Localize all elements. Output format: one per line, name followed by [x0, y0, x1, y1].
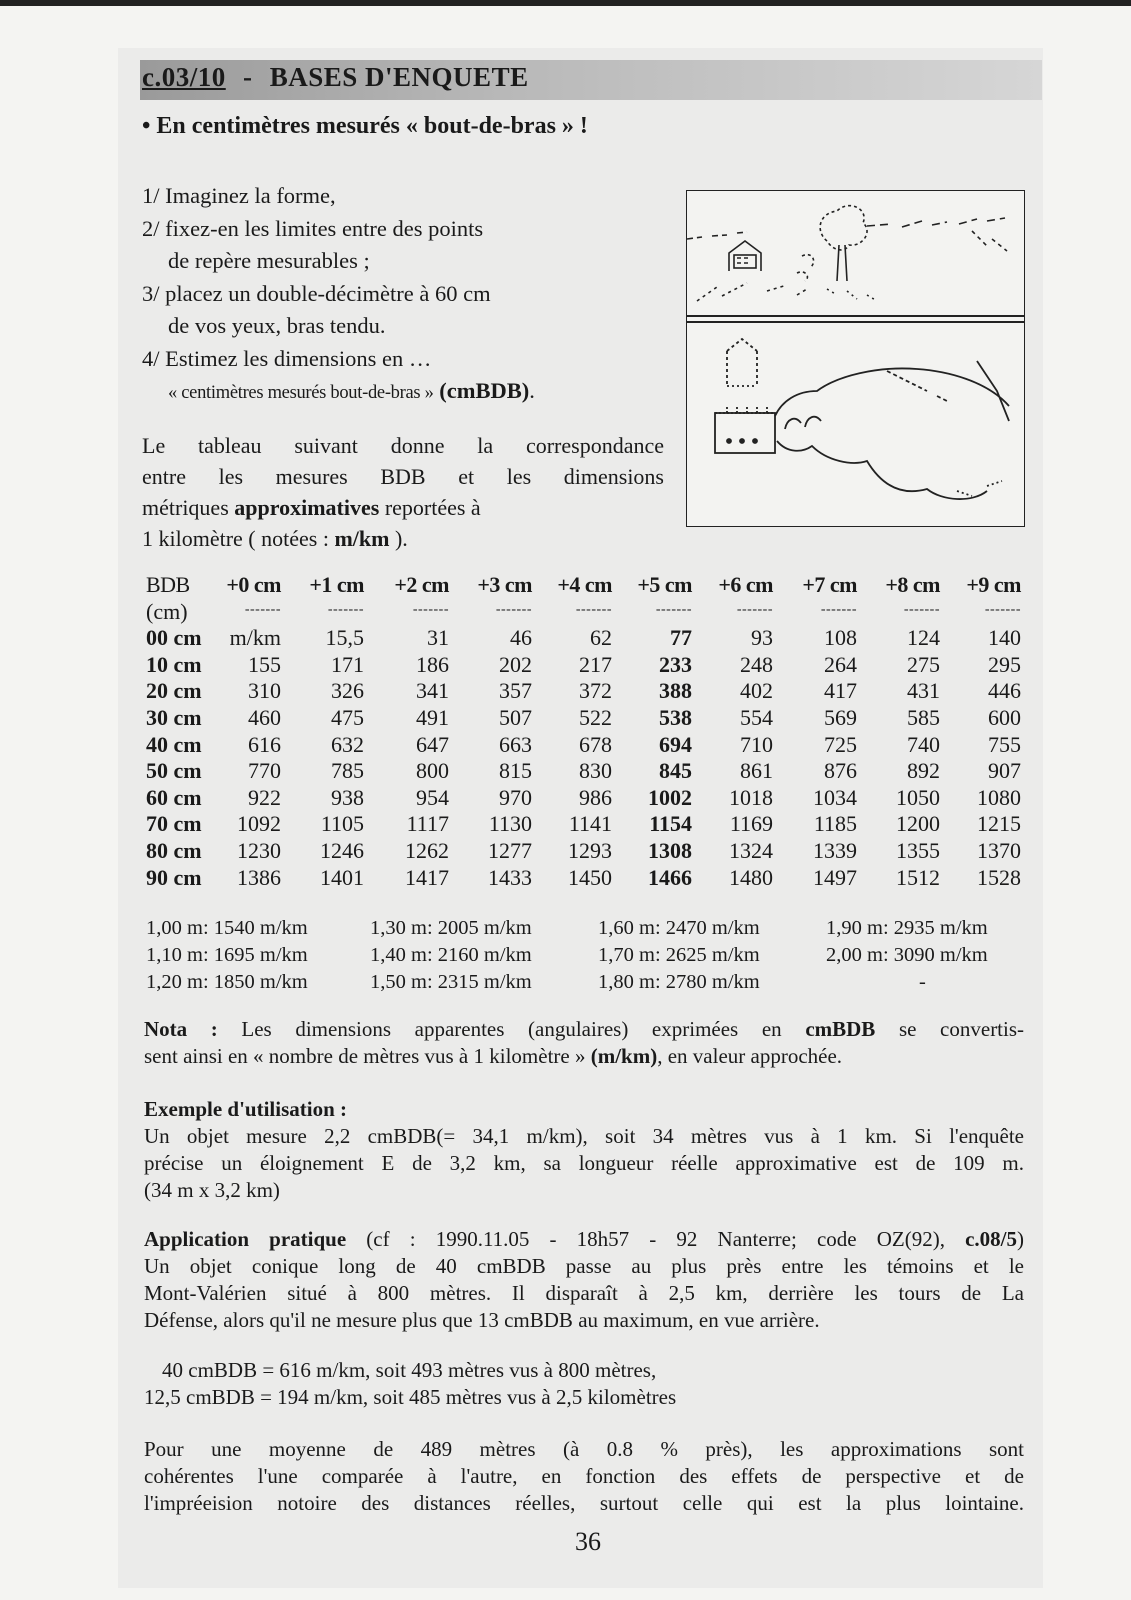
table-row — [146, 652, 1026, 679]
table-cell: 1370 — [977, 837, 1021, 863]
table-cell: 1417 — [405, 864, 449, 890]
table-cell: 632 — [331, 731, 364, 757]
exemple-label: Exemple d'utilisation : — [144, 1097, 348, 1121]
table-row-label: 60 cm — [146, 784, 202, 810]
step-4: 4/ Estimez les dimensions en … — [142, 345, 432, 371]
table-cell: 1293 — [568, 837, 612, 863]
extra-cell: 2,00 m: 3090 m/km — [826, 944, 988, 966]
table-cell: 600 — [988, 704, 1021, 730]
nota-unit-2: (m/km) — [590, 1044, 658, 1068]
table-column-header: +1 cm — [309, 572, 364, 597]
illustration-figure — [686, 190, 1025, 527]
table-cell: 970 — [499, 784, 532, 810]
extra-row — [146, 969, 1026, 996]
table-cell: 372 — [579, 678, 612, 704]
nota-unit: cmBDB — [805, 1017, 876, 1041]
application-paragraph — [144, 1226, 1024, 1334]
intro-paragraph — [142, 430, 664, 554]
table-row-label: 00 cm — [146, 625, 202, 651]
table-row — [146, 785, 1026, 812]
top-border — [0, 0, 1131, 6]
table-row-label: 40 cm — [146, 731, 202, 757]
table-cell: 1215 — [977, 811, 1021, 837]
intro-line-3 — [142, 492, 664, 523]
table-dash: ------- — [984, 601, 1021, 617]
table-row-label: 20 cm — [146, 678, 202, 704]
table-cell: 388 — [659, 678, 692, 704]
extra-cell: 1,00 m: 1540 m/km — [146, 917, 308, 939]
page-number: 36 — [575, 1527, 601, 1556]
extra-cell: 1,20 m: 1850 m/km — [146, 971, 308, 993]
conclusion-line-2: cohérentes l'une comparée à l'autre, en fonction des effets de perspective et de — [144, 1464, 1024, 1488]
conversion-table — [146, 572, 1026, 891]
exemple-paragraph — [144, 1096, 1024, 1204]
table-cell: 491 — [416, 704, 449, 730]
table-cell: 785 — [331, 758, 364, 784]
table-cell: 171 — [331, 651, 364, 677]
table-cell: 140 — [988, 625, 1021, 651]
intro-unit: m/km — [334, 526, 390, 551]
table-column-header: +3 cm — [477, 572, 532, 597]
calc-line-1: 40 cmBDB = 616 m/km, soit 493 mètres vus à 800 mètres, — [162, 1358, 657, 1382]
extra-conversions — [146, 915, 1026, 996]
table-cell: 1185 — [813, 811, 857, 837]
section-code: c.03/10 — [142, 62, 226, 92]
table-dash: ------- — [903, 601, 940, 617]
extra-cell: 1,10 m: 1695 m/km — [146, 944, 308, 966]
table-cell: 248 — [740, 651, 773, 677]
table-cell: 217 — [579, 651, 612, 677]
table-cell: 1130 — [488, 811, 532, 837]
extra-cell: 1,40 m: 2160 m/km — [370, 944, 532, 966]
nota-text-1: Les dimensions apparentes (angulaires) exprimées en — [241, 1017, 782, 1041]
table-dash: ------- — [736, 601, 773, 617]
step-3-cont: de vos yeux, bras tendu. — [168, 313, 386, 338]
conclusion-line-1: Pour une moyenne de 489 mètres (à 0.8 % près), les approximations sont — [144, 1437, 1024, 1461]
table-header-row — [146, 572, 1026, 599]
table-cell: 310 — [248, 678, 281, 704]
intro-line-1: Le tableau suivant donne la correspondance — [142, 433, 664, 458]
table-cell: 538 — [659, 704, 692, 730]
table-cell: 431 — [907, 678, 940, 704]
step-4-unit: (cmBDB) — [439, 378, 530, 403]
extra-cell: 1,60 m: 2470 m/km — [598, 917, 760, 939]
calc-block — [144, 1357, 1024, 1411]
table-row-label: 90 cm — [146, 864, 202, 890]
section-title: BASES D'ENQUETE — [269, 62, 529, 92]
table-cell: 186 — [416, 651, 449, 677]
table-cell: 1105 — [320, 811, 364, 837]
table-column-header: +5 cm — [637, 572, 692, 597]
table-row — [146, 811, 1026, 838]
exemple-line-2: précise un éloignement E de 3,2 km, sa longueur réelle approximative est de 109 m. — [144, 1151, 1024, 1175]
table-row — [146, 758, 1026, 785]
hand-ruler-icon — [715, 339, 1009, 499]
table-cell: 1450 — [568, 864, 612, 890]
table-cell: 275 — [907, 651, 940, 677]
table-cell: 1200 — [896, 811, 940, 837]
table-cell: 554 — [740, 704, 773, 730]
table-cell: 770 — [248, 758, 281, 784]
table-cell: 522 — [579, 704, 612, 730]
table-cell: 1050 — [896, 784, 940, 810]
table-cell: 1141 — [568, 811, 612, 837]
table-cell: 694 — [659, 731, 692, 757]
table-row — [146, 705, 1026, 732]
step-4-end: . — [529, 378, 535, 403]
intro-end: ). — [394, 526, 408, 551]
nota-text-2: sent ainsi en « nombre de mètres vus à 1 kilomètre » — [144, 1044, 586, 1068]
table-cell: 93 — [751, 625, 773, 651]
table-dash: ------- — [244, 601, 281, 617]
table-column-header: +8 cm — [885, 572, 940, 597]
table-cell: 616 — [248, 731, 281, 757]
table-cell: 1339 — [813, 837, 857, 863]
table-column-header: +9 cm — [966, 572, 1021, 597]
table-cell: 357 — [499, 678, 532, 704]
table-cell: 1355 — [896, 837, 940, 863]
table-cell: 1246 — [320, 837, 364, 863]
extra-row — [146, 942, 1026, 969]
calc-line-2: 12,5 cmBDB = 194 m/km, soit 485 mètres vus à 2,5 kilomètres — [144, 1385, 677, 1409]
table-cell: 77 — [670, 625, 692, 651]
table-cell: 892 — [907, 758, 940, 784]
conclusion-paragraph — [144, 1436, 1024, 1517]
table-cell: 725 — [824, 731, 857, 757]
extra-cell: 1,50 m: 2315 m/km — [370, 971, 532, 993]
intro-reportees: reportées à — [384, 495, 481, 520]
extra-cell: - — [919, 971, 926, 993]
table-cell: 678 — [579, 731, 612, 757]
table-corner-top: BDB — [146, 572, 190, 597]
table-row — [146, 838, 1026, 865]
step-4-cont — [142, 375, 682, 410]
table-cell: 1277 — [488, 837, 532, 863]
table-column-header: +2 cm — [394, 572, 449, 597]
table-cell: 1002 — [648, 784, 692, 810]
step-2: 2/ fixez-en les limites entre des points — [142, 215, 484, 241]
application-ref-code: c.08/5 — [965, 1227, 1018, 1251]
extra-cell: 1,70 m: 2625 m/km — [598, 944, 760, 966]
table-cell: 585 — [907, 704, 940, 730]
table-cell: 108 — [824, 625, 857, 651]
intro-line-4 — [142, 523, 664, 554]
table-row-label: 10 cm — [146, 651, 202, 677]
intro-approx: approximatives — [234, 495, 380, 520]
table-cell: 155 — [248, 651, 281, 677]
table-cell: 446 — [988, 678, 1021, 704]
section-header — [142, 62, 529, 93]
table-cell: 233 — [659, 651, 692, 677]
table-cell: 341 — [416, 678, 449, 704]
table-row-label: 80 cm — [146, 837, 202, 863]
table-cell: 1433 — [488, 864, 532, 890]
table-row — [146, 865, 1026, 892]
table-dash: ------- — [495, 601, 532, 617]
table-cell: 475 — [331, 704, 364, 730]
table-cell: 1117 — [406, 811, 449, 837]
table-cell: 202 — [499, 651, 532, 677]
table-cell: 755 — [988, 731, 1021, 757]
table-cell: 460 — [248, 704, 281, 730]
table-cell: 1230 — [237, 837, 281, 863]
table-dash: ------- — [575, 601, 612, 617]
table-row-label: 70 cm — [146, 811, 202, 837]
table-cell: 1169 — [729, 811, 773, 837]
table-dash: ------- — [820, 601, 857, 617]
table-cell: 1497 — [813, 864, 857, 890]
table-cell: 800 — [416, 758, 449, 784]
table-cell: 46 — [510, 625, 532, 651]
table-row — [146, 732, 1026, 759]
table-cell: 922 — [248, 784, 281, 810]
table-cell: 569 — [824, 704, 857, 730]
table-cell: 861 — [740, 758, 773, 784]
table-corner-bottom: (cm) — [146, 598, 188, 624]
table-cell: 876 — [824, 758, 857, 784]
table-cell: 1324 — [729, 837, 773, 863]
application-ref-end: ) — [1017, 1227, 1025, 1251]
table-cell: 31 — [427, 625, 449, 651]
table-cell: 710 — [740, 731, 773, 757]
step-1: 1/ Imaginez la forme, — [142, 183, 336, 208]
application-line-4: Défense, alors qu'il ne mesure plus que 13 cmBDB au maximum, en vue arrière. — [144, 1308, 820, 1332]
extra-cell: 1,90 m: 2935 m/km — [826, 917, 988, 939]
step-2-cont: de repère mesurables ; — [168, 248, 370, 273]
table-cell: 264 — [824, 651, 857, 677]
table-cell: 647 — [416, 731, 449, 757]
table-column-header: +0 cm — [226, 572, 281, 597]
table-cell: 1034 — [813, 784, 857, 810]
table-column-header: +6 cm — [718, 572, 773, 597]
table-cell: 1308 — [648, 837, 692, 863]
table-cell: 1092 — [237, 811, 281, 837]
nota-label: Nota : — [144, 1017, 218, 1041]
table-cell: 830 — [579, 758, 612, 784]
table-cell: 1512 — [896, 864, 940, 890]
table-cell: 1154 — [649, 811, 692, 837]
table-cell: 907 — [988, 758, 1021, 784]
table-cell: 1466 — [648, 864, 692, 890]
table-column-header: +4 cm — [557, 572, 612, 597]
table-cell: 1386 — [237, 864, 281, 890]
landscape-sketch-icon — [687, 206, 1024, 322]
table-cell: 507 — [499, 704, 532, 730]
intro-line-2: entre les mesures BDB et les dimensions — [142, 464, 664, 489]
table-dash: ------- — [655, 601, 692, 617]
application-line-2: Un objet conique long de 40 cmBDB passe au plus près entre les témoins et le — [144, 1254, 1024, 1278]
table-cell: 740 — [907, 731, 940, 757]
table-cell: 326 — [331, 678, 364, 704]
nota-paragraph — [144, 1016, 1024, 1070]
nota-line-1 — [144, 1016, 1024, 1043]
table-cell: 62 — [590, 625, 612, 651]
step-4-quote: « centimètres mesurés bout-de-bras » — [168, 383, 434, 403]
table-cell: 938 — [331, 784, 364, 810]
nota-text-2c: , en valeur approchée. — [657, 1044, 843, 1068]
step-3: 3/ placez un double-décimètre à 60 cm — [142, 280, 491, 306]
application-line-1 — [144, 1226, 1024, 1253]
table-cell: 1080 — [977, 784, 1021, 810]
table-cell: 815 — [499, 758, 532, 784]
table-cell: 954 — [416, 784, 449, 810]
table-column-header: +7 cm — [802, 572, 857, 597]
intro-metriques: métriques — [142, 495, 229, 520]
table-cell: m/km — [229, 625, 281, 651]
exemple-line-3: (34 m x 3,2 km) — [144, 1178, 280, 1202]
section-sep: - — [243, 62, 253, 92]
table-cell: 1262 — [405, 837, 449, 863]
table-row-label: 30 cm — [146, 704, 202, 730]
steps-list — [142, 180, 682, 410]
application-label: Application pratique — [144, 1227, 347, 1251]
table-cell: 845 — [659, 758, 692, 784]
table-cell: 15,5 — [325, 625, 364, 651]
extra-row — [146, 915, 1026, 942]
table-cell: 295 — [988, 651, 1021, 677]
table-cell: 1528 — [977, 864, 1021, 890]
table-row — [146, 625, 1026, 652]
table-cell: 986 — [579, 784, 612, 810]
table-row — [146, 678, 1026, 705]
subtitle: • En centimètres mesurés « bout-de-bras » ! — [142, 113, 588, 139]
application-ref: (cf : 1990.11.05 - 18h57 - 92 Nanterre; code OZ(92), — [366, 1227, 945, 1251]
table-dash: ------- — [327, 601, 364, 617]
nota-text-1c: se convertis- — [898, 1017, 1025, 1041]
measuring-illustration — [687, 191, 1024, 526]
table-dash-row — [146, 599, 1026, 626]
table-cell: 402 — [740, 678, 773, 704]
table-cell: 417 — [824, 678, 857, 704]
table-cell: 663 — [499, 731, 532, 757]
table-dash: ------- — [412, 601, 449, 617]
application-line-3: Mont-Valérien situé à 800 mètres. Il disparaît à 2,5 km, derrière les tours de La — [144, 1281, 1024, 1305]
extra-cell: 1,30 m: 2005 m/km — [370, 917, 532, 939]
table-cell: 1018 — [729, 784, 773, 810]
extra-cell: 1,80 m: 2780 m/km — [598, 971, 760, 993]
exemple-line-1: Un objet mesure 2,2 cmBDB(= 34,1 m/km), soit 34 mètres vus à 1 km. Si l'enquête — [144, 1124, 1024, 1148]
intro-kilometre: 1 kilomètre ( notées : — [142, 526, 329, 551]
table-cell: 124 — [907, 625, 940, 651]
table-cell: 1401 — [320, 864, 364, 890]
conclusion-line-3: l'impréeision notoire des distances réelles, surtout celle qui est la plus lointaine. — [144, 1491, 1024, 1515]
table-cell: 1480 — [729, 864, 773, 890]
table-row-label: 50 cm — [146, 758, 202, 784]
nota-line-2 — [144, 1043, 1024, 1070]
